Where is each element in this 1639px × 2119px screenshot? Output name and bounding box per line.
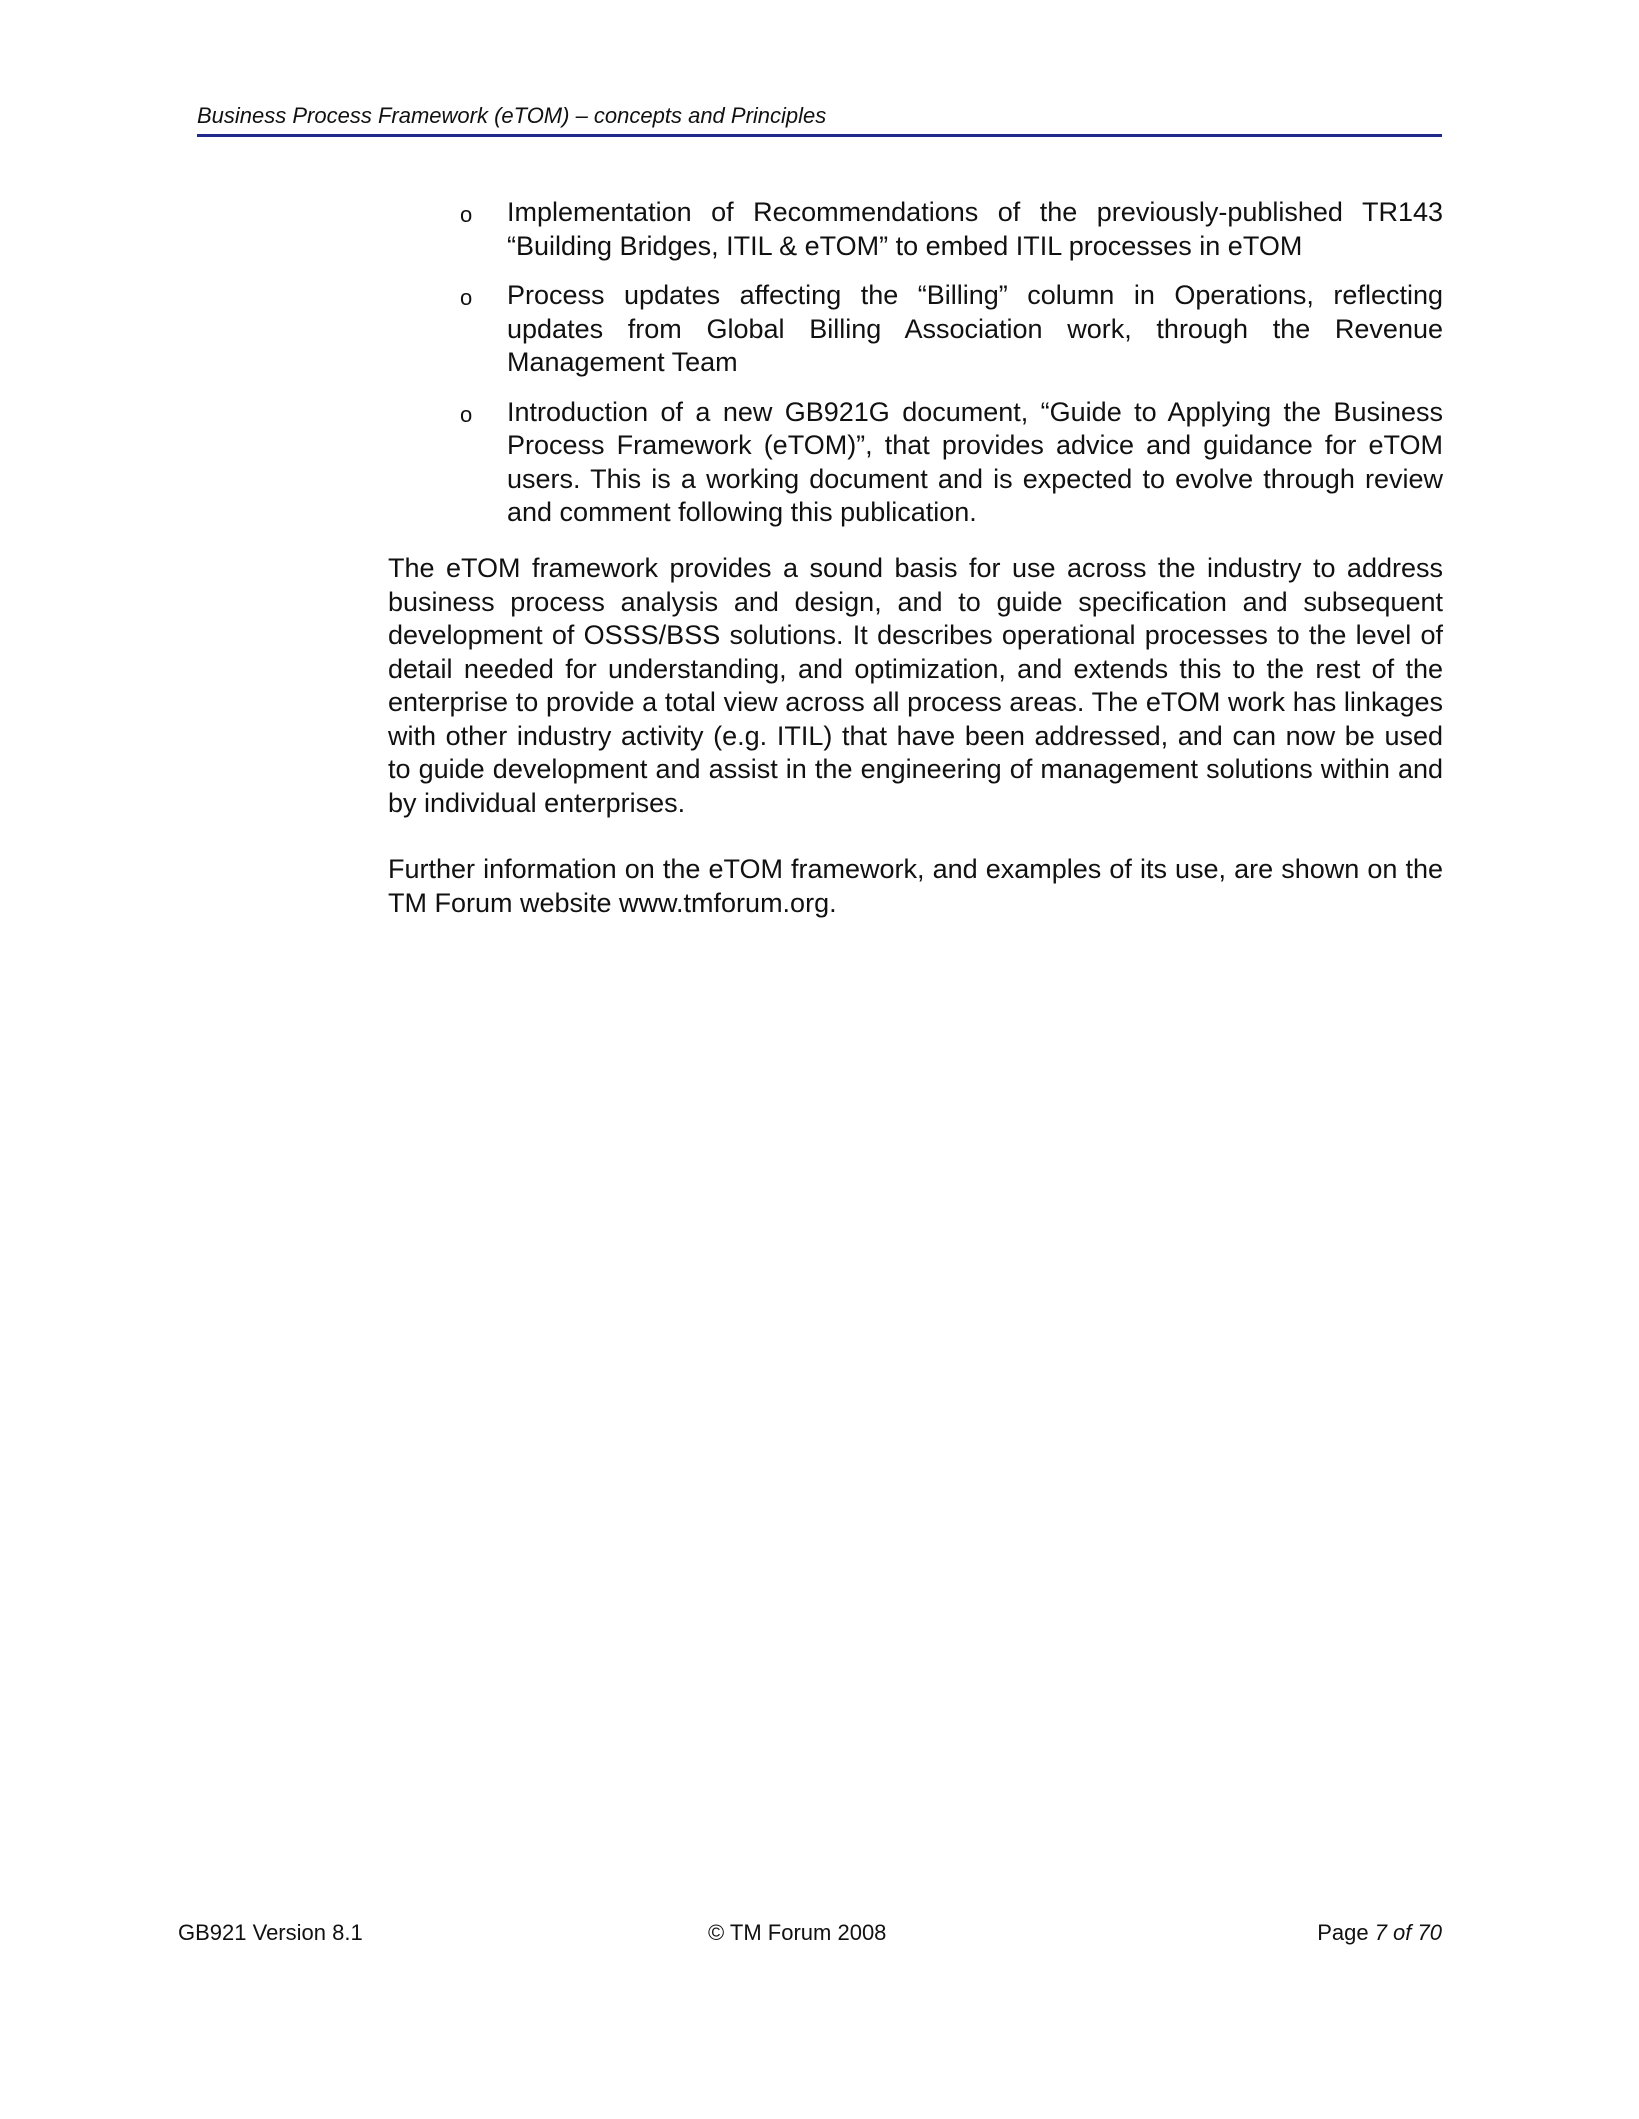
bullet-marker: o xyxy=(460,401,473,427)
bullet-text: Process updates affecting the “Billing” column in Operations, reflecting updates from Global Billing Association work, through the Revenue Management Team xyxy=(507,280,1443,377)
page-prefix: Page xyxy=(1317,1920,1375,1945)
page-of: of xyxy=(1386,1920,1418,1945)
list-item xyxy=(460,196,1443,263)
page-total: 70 xyxy=(1417,1920,1442,1945)
header-title: Business Process Framework (eTOM) – concepts and Principles xyxy=(197,103,827,128)
bullet-marker: o xyxy=(460,285,473,310)
copyright-notice: © TM Forum 2008 xyxy=(708,1920,887,1945)
body-paragraph-further-information: Further information on the eTOM framework, and examples of its use, are shown on the TM Forum website www.tmforum.org. xyxy=(388,854,1443,918)
list-item xyxy=(460,396,1443,530)
bullet-text: Implementation of Recommendations of the previously-published TR143 “Building Bridges, ITIL & eTOM” to embed ITIL processes in eTOM xyxy=(507,197,1443,261)
bullet-marker: o xyxy=(460,202,473,227)
page-footer xyxy=(178,1920,1442,1950)
list-item xyxy=(460,279,1443,380)
document-version: GB921 Version 8.1 xyxy=(178,1920,363,1945)
bullet-list xyxy=(460,196,1443,546)
page-number xyxy=(1317,1920,1442,1946)
body-paragraph-etom-overview: The eTOM framework provides a sound basis for use across the industry to address business process analysis and design, and to guide specification and subsequent development of OSSS/BSS solutions. It describes operational processes to the level of detail needed for understanding, and optimization, and extends this to the rest of the enterprise to provide a total view across all process areas. The eTOM work has linkages with other industry activity (e.g. ITIL) that have been addressed, and can now be used to guide development and assist in the engineering of management solutions within and by individual enterprises. xyxy=(388,553,1443,818)
page-header xyxy=(197,100,1442,137)
bullet-text: Introduction of a new GB921G document, “Guide to Applying the Business Process Framework (eTOM)”, that provides advice and guidance for eTOM users. This is a working document and is expected to evolve through review and comment following this publication. xyxy=(507,396,1443,527)
page-current: 7 xyxy=(1374,1920,1387,1945)
